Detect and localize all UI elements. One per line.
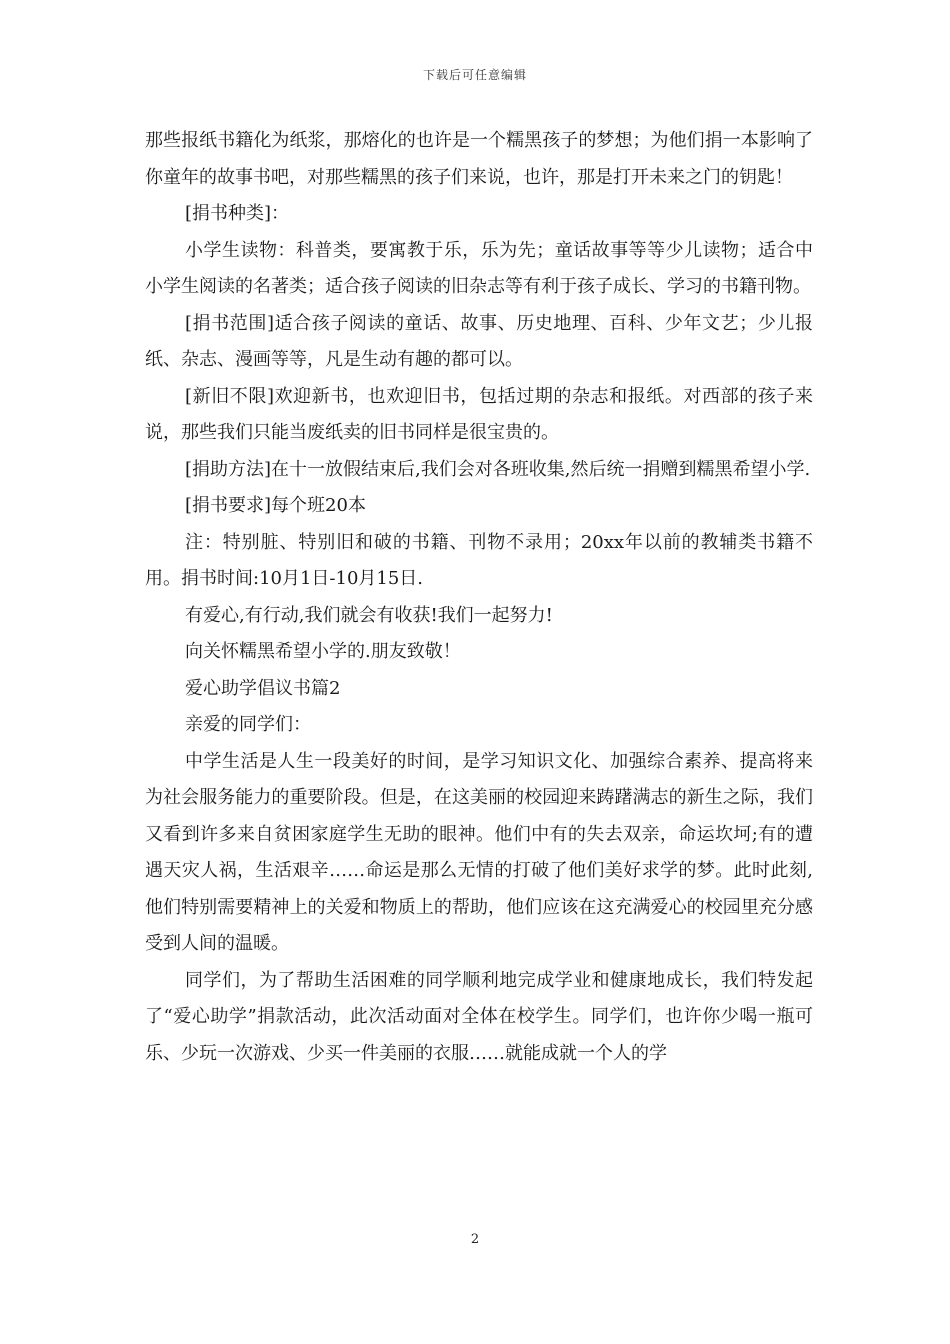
body-paragraph: 那些报纸书籍化为纸浆，那熔化的也许是一个糯黑孩子的梦想；为他们捐一本影响了你童年的故事书吧，对那些糯黑的孩子们来说，也许，那是打开未来之门的钥匙！ xyxy=(145,130,813,188)
body-paragraph: 注：特别脏、特别旧和破的书籍、刊物不录用；20xx年以前的教辅类书籍不用。捐书时间:10月1日-10月15日. xyxy=(145,531,813,589)
document-body xyxy=(145,123,813,1072)
body-paragraph: [捐助方法]在十一放假结束后,我们会对各班收集,然后统一捐赠到糯黑希望小学. xyxy=(185,458,811,480)
page-header-note: 下载后可任意编辑 xyxy=(422,68,527,82)
body-paragraph: 向关怀糯黑希望小学的.朋友致敬！ xyxy=(185,641,461,662)
body-paragraph: [捐书范围]适合孩子阅读的童话、故事、历史地理、百科、少年文艺；少儿报纸、杂志、漫画等等，凡是生动有趣的都可以。 xyxy=(145,312,813,370)
body-paragraph: 中学生活是人生一段美好的时间，是学习知识文化、加强综合素养、提高将来为社会服务能力的重要阶段。但是，在这美丽的校园迎来踌躇满志的新生之际，我们又看到许多来自贫困家庭学生无助的眼神。他们中有的失去双亲，命运坎坷;有的遭遇天灾人祸，生活艰辛……命运是那么无情的打破了他们美好求学的梦。此时此刻,他们特别需要精神上的关爱和物质上的帮助，他们应该在这充满爱心的校园里充分感受到人间的温暖。 xyxy=(145,750,813,954)
page-number: 2 xyxy=(470,1232,480,1247)
body-paragraph: 小学生读物：科普类，要寓教于乐，乐为先；童话故事等等少儿读物；适合中小学生阅读的名著类；适合孩子阅读的旧杂志等有利于孩子成长、学习的书籍刊物。 xyxy=(145,239,813,297)
body-paragraph: [捐书要求]每个班20本 xyxy=(185,495,366,516)
salutation: 亲爱的同学们： xyxy=(185,714,311,735)
body-paragraph: [捐书种类]： xyxy=(185,203,290,224)
body-paragraph: 同学们，为了帮助生活困难的同学顺利地完成学业和健康地成长，我们特发起了“爱心助学”捐款活动，此次活动面对全体在校学生。同学们，也许你少喝一瓶可乐、少玩一次游戏、少买一件美丽的衣服……就能成就一个人的学 xyxy=(145,969,813,1064)
section-heading: 爱心助学倡议书篇2 xyxy=(185,677,341,699)
body-paragraph: 有爱心,有行动,我们就会有收获!我们一起努力! xyxy=(185,604,553,626)
body-paragraph: [新旧不限]欢迎新书，也欢迎旧书，包括过期的杂志和报纸。对西部的孩子来说，那些我们只能当废纸卖的旧书同样是很宝贵的。 xyxy=(145,385,813,443)
